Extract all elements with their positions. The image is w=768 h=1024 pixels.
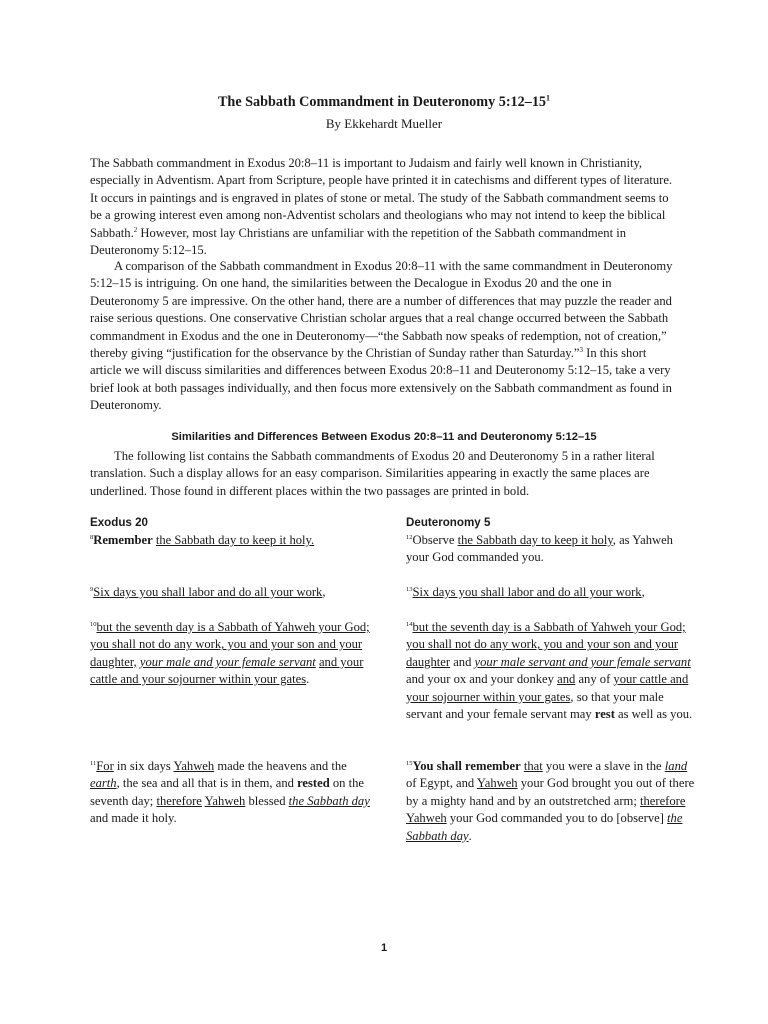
- page-number: 1: [380, 942, 388, 954]
- verse-text: blessed: [245, 793, 289, 808]
- verse-text: as well as you.: [614, 707, 693, 722]
- verse-text: ,: [322, 585, 326, 599]
- verse-text: your cattle and your sojourner within your gates: [406, 672, 689, 704]
- verse-text: and: [450, 654, 475, 669]
- verse-text: therefore: [639, 793, 686, 808]
- verse-text: Six days you shall labor and do all your work: [93, 585, 323, 599]
- verse-text: and made it holy.: [90, 811, 177, 826]
- verse-text: Six days you shall labor and do all your work: [412, 585, 642, 599]
- section-intro-paragraph: The following list contains the Sabbath commandments of Exodus 20 and Deuteronomy 5 in a rather literal translation. Such a display allows for an easy comparison. Similarities appearing in exactly the same places are underlined. Those found in different places within the two passages are printed in bold.: [90, 449, 655, 498]
- verse-text: your God brought you out of there by a mighty hand and by an outstretched arm;: [406, 776, 695, 808]
- verse-text: Observe: [412, 533, 458, 547]
- verse-number: 8: [90, 533, 94, 541]
- footnote-marker-3: 3: [579, 345, 583, 354]
- section-heading: Similarities and Differences Between Exodus 20:8–11 and Deuteronomy 5:12–15: [171, 431, 597, 443]
- verse-text: Yahweh: [406, 811, 447, 826]
- verse-text: but the seventh day is a Sabbath of Yahweh your God; you shall not do any work, you and your son and your daughter: [406, 620, 686, 669]
- verse-text: rest: [594, 707, 615, 722]
- verse-number: 9: [90, 585, 94, 593]
- verse-text: the Sabbath day to keep it holy: [457, 533, 613, 547]
- verse-text: any of: [575, 672, 614, 687]
- exodus-verse-9: [90, 584, 372, 601]
- verse-text: that: [523, 759, 543, 773]
- verse-text: of Egypt, and: [406, 776, 477, 791]
- verse-text: For: [96, 759, 114, 773]
- verse-text: ,: [641, 585, 645, 599]
- verse-text: .: [468, 828, 472, 843]
- exodus-verse-10: [90, 619, 372, 689]
- verse-text: Remember: [93, 533, 153, 547]
- intro-paragraph: [90, 155, 680, 259]
- verse-text: .: [306, 672, 310, 687]
- verse-text: in six days: [113, 759, 174, 773]
- verse-text: on the seventh day;: [90, 776, 364, 808]
- title-footnote-marker: 1: [546, 93, 551, 103]
- exodus-verse-8: [90, 532, 372, 549]
- verse-text: Yahweh: [204, 793, 246, 808]
- verse-text: and your ox and your donkey: [406, 672, 558, 687]
- document-title: [0, 92, 768, 112]
- deuteronomy-verse-15: [406, 758, 696, 845]
- verse-text: the Sabbath day: [288, 793, 370, 808]
- deuteronomy-column-heading: Deuteronomy 5: [406, 516, 491, 529]
- intro-paragraph-text-b: However, most lay Christians are unfamiliar with the repetition of the Sabbath commandment in Deuteronomy 5:12–15.: [90, 225, 627, 258]
- verse-number: 12: [406, 533, 413, 541]
- verse-text: you were a slave in the: [542, 759, 665, 773]
- verse-text: the Sabbath day to keep it holy.: [155, 533, 315, 547]
- verse-text: Yahweh: [476, 776, 518, 791]
- verse-number: 11: [90, 759, 97, 767]
- verse-number: 15: [406, 759, 413, 767]
- exodus-column-heading: Exodus 20: [90, 516, 148, 529]
- verse-text: your male servant and your female servant: [474, 654, 691, 669]
- verse-text: therefore: [156, 793, 202, 808]
- verse-text: your God commanded you to do [observe]: [446, 811, 668, 826]
- exodus-verse-11: [90, 758, 372, 828]
- deuteronomy-verse-14: [406, 619, 696, 723]
- verse-text: , as Yahweh your God commanded you.: [406, 533, 673, 565]
- verse-text: , the sea and all that is in them, and: [116, 776, 298, 791]
- verse-text: Yahweh: [173, 759, 215, 773]
- verse-text: and: [557, 672, 576, 687]
- verse-number: 14: [406, 620, 413, 628]
- verse-text: the Sabbath day: [406, 811, 683, 843]
- comparison-paragraph-text-b: In this short article we will discuss similarities and differences between Exodus 20:8–11 and Deuteronomy 5:12–15, take a very brief look at both passages individually, and then focus more extensively on the Sabbath commandment as found in Deuteronomy.: [90, 346, 672, 413]
- comparison-paragraph-text-a: A comparison of the Sabbath commandment in Exodus 20:8–11 with the same commandment in Deuteronomy 5:12–15 is intriguing. On one hand, the similarities between the Decalogue in Exodus 20 and the one in Deuteronomy 5 are impressive. On the other hand, there are a number of differences that may puzzle the reader and raise serious questions. One conservative Christian scholar argues that a real change occurred between the Sabbath commandment in Exodus and the one in Deuteronomy—“the Sabbath now speaks of redemption, not of creation,” thereby giving “justification for the observance by the Christian of Sunday rather than Saturday.”: [90, 259, 673, 361]
- verse-text: , so that your male servant and your female servant may: [406, 689, 664, 722]
- title-text: The Sabbath Commandment in Deuteronomy 5:12–15: [217, 94, 547, 110]
- verse-text: made the heavens and the: [214, 759, 347, 773]
- verse-text: You shall remember: [412, 759, 521, 773]
- verse-number: 10: [90, 620, 97, 628]
- verse-text: land: [664, 759, 688, 773]
- verse-text: and your cattle and your sojourner within your gates: [90, 654, 364, 687]
- author-byline: By Ekkehardt Mueller: [325, 116, 443, 131]
- verse-text: but the seventh day is a Sabbath of Yahweh your God; you shall not do any work, you and your son and your daughter,: [90, 620, 370, 669]
- verse-text: your male and your female servant: [139, 654, 316, 669]
- verse-text: rested: [297, 776, 330, 791]
- footnote-marker-2: 2: [133, 225, 138, 234]
- deuteronomy-verse-12: [406, 532, 696, 567]
- deuteronomy-verse-13: [406, 584, 696, 601]
- intro-paragraph-text-a: The Sabbath commandment in Exodus 20:8–11 is important to Judaism and fairly well known in Christianity, especially in Adventism. Apart from Scripture, people have printed it in catechisms and different types of literature. It occurs in paintings and is engraved in plates of stone or metal. The study of the Sabbath commandment seems to be a growing interest even among non-Adventist scholars and theologians who may not intend to keep the biblical Sabbath.: [90, 156, 673, 240]
- verse-text: earth: [90, 776, 117, 791]
- verse-number: 13: [406, 585, 413, 593]
- comparison-paragraph: [90, 258, 680, 415]
